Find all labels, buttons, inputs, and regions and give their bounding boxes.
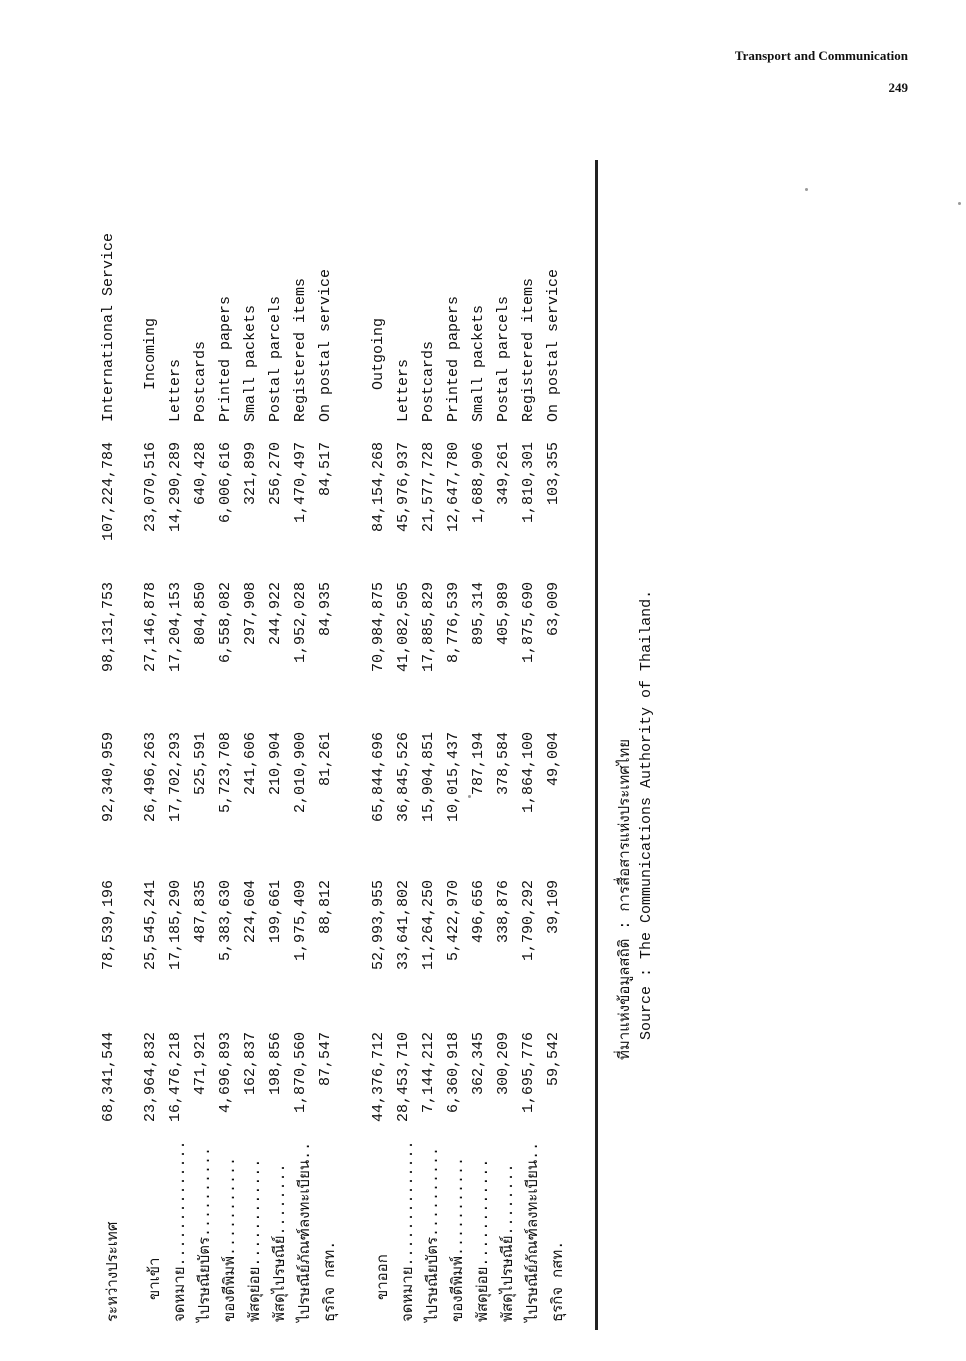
cell: 52,993,955 (370, 880, 387, 971)
cell: 378,584 (495, 732, 512, 796)
scan-speck (468, 795, 471, 798)
table-row (445, 150, 470, 1330)
cell: 14,290,289 (167, 442, 184, 533)
source-footnote (612, 500, 672, 1060)
scan-speck (958, 202, 961, 205)
cell: 6,360,918 (445, 1032, 462, 1114)
scan-speck (805, 188, 808, 191)
row-label-en: International Service (100, 232, 117, 422)
cell: 87,547 (317, 1032, 334, 1087)
table-row (470, 150, 495, 1330)
cell: 70,984,875 (370, 582, 387, 673)
cell: 1,875,690 (520, 582, 537, 664)
table-row (495, 150, 520, 1330)
table-row-total (100, 150, 125, 1330)
cell: 787,194 (470, 732, 487, 796)
row-label-th: พัสดุย่อย............ (475, 1158, 492, 1322)
cell: 1,695,776 (520, 1032, 537, 1114)
cell: 496,656 (470, 880, 487, 944)
cell: 244,922 (267, 582, 284, 646)
cell: 15,904,851 (420, 732, 437, 823)
table-row (395, 150, 420, 1330)
cell: 25,545,241 (142, 880, 159, 971)
cell: 640,428 (192, 442, 209, 506)
row-label-en: Postal parcels (267, 295, 284, 422)
cell: 4,696,893 (217, 1032, 234, 1114)
row-label-en: Registered items (520, 277, 537, 422)
cell: 41,082,505 (395, 582, 412, 673)
row-label-th: จดหมาย.............. (400, 1140, 417, 1322)
cell: 162,837 (242, 1032, 259, 1096)
cell: 33,641,802 (395, 880, 412, 971)
table-row (217, 150, 242, 1330)
row-label-en: Letters (395, 358, 412, 422)
cell: 39,109 (545, 880, 562, 935)
cell: 65,844,696 (370, 732, 387, 823)
row-label-th: พัสดุไปรษณีย์........ (500, 1163, 517, 1322)
cell: 1,790,292 (520, 880, 537, 962)
cell: 2,010,900 (292, 732, 309, 814)
cell: 1,688,906 (470, 442, 487, 524)
cell: 21,577,728 (420, 442, 437, 533)
cell: 6,558,082 (217, 582, 234, 664)
cell: 6,006,616 (217, 442, 234, 524)
table-row-incoming (142, 150, 167, 1330)
table-row (545, 150, 570, 1330)
row-label-en: Printed papers (217, 295, 234, 422)
cell: 63,009 (545, 582, 562, 637)
row-label-en: Small packets (242, 304, 259, 422)
cell: 59,542 (545, 1032, 562, 1087)
cell-total-5: 107,224,784 (100, 442, 117, 542)
cell: 45,976,937 (395, 442, 412, 533)
cell: 471,921 (192, 1032, 209, 1096)
cell: 88,812 (317, 880, 334, 935)
table-row (267, 150, 292, 1330)
cell: 804,850 (192, 582, 209, 646)
cell: 36,845,526 (395, 732, 412, 823)
rotated-table-page (90, 150, 610, 1330)
cell: 300,209 (495, 1032, 512, 1096)
table-row (317, 150, 342, 1330)
table-row (167, 150, 192, 1330)
row-label-th: พัสดุไปรษณีย์........ (272, 1163, 289, 1322)
cell: 28,453,710 (395, 1032, 412, 1123)
cell: 23,070,516 (142, 442, 159, 533)
row-label-th: ไปรษณีย์ภัณฑ์ลงทะเบียน.. (297, 1141, 314, 1322)
row-label-en: Postcards (420, 340, 437, 422)
cell: 12,647,780 (445, 442, 462, 533)
cell: 1,952,028 (292, 582, 309, 664)
cell: 8,776,539 (445, 582, 462, 664)
cell: 84,517 (317, 442, 334, 497)
cell: 256,270 (267, 442, 284, 506)
row-label-th: ของตีพิมพ์........... (450, 1156, 467, 1322)
cell: 84,935 (317, 582, 334, 637)
cell: 103,355 (545, 442, 562, 506)
cell: 27,146,878 (142, 582, 159, 673)
table-row (242, 150, 267, 1330)
row-label-th: จดหมาย.............. (172, 1140, 189, 1322)
row-label-en: Small packets (470, 304, 487, 422)
cell: 1,810,301 (520, 442, 537, 524)
table-row (420, 150, 445, 1330)
cell: 17,885,829 (420, 582, 437, 673)
row-label-en: On postal service (545, 268, 562, 422)
table-row (292, 150, 317, 1330)
row-label-th: ระหว่างประเทศ (105, 1221, 122, 1322)
cell: 5,383,630 (217, 880, 234, 962)
section-heading-en: Incoming (142, 317, 159, 390)
section-heading-th: ขาออก (375, 1254, 392, 1300)
row-label-th: ธุรกิจ กสท. (550, 1240, 567, 1322)
cell: 321,899 (242, 442, 259, 506)
row-label-th: ไปรษณียบัตร.......... (425, 1146, 442, 1322)
cell-total-3: 92,340,959 (100, 732, 117, 823)
row-label-th: ไปรษณียบัตร.......... (197, 1146, 214, 1322)
table-row (192, 150, 217, 1330)
row-label-en: Registered items (292, 277, 309, 422)
cell: 895,314 (470, 582, 487, 646)
cell: 1,470,497 (292, 442, 309, 524)
row-label-th: ธุรกิจ กสท. (322, 1240, 339, 1322)
cell: 241,606 (242, 732, 259, 796)
cell-total-1: 68,341,544 (100, 1032, 117, 1123)
cell: 17,204,153 (167, 582, 184, 673)
row-label-th: ไปรษณีย์ภัณฑ์ลงทะเบียน.. (525, 1141, 542, 1322)
cell: 198,856 (267, 1032, 284, 1096)
section-heading-th: ขาเข้า (147, 1257, 164, 1300)
cell: 5,422,970 (445, 880, 462, 962)
row-label-en: Printed papers (445, 295, 462, 422)
cell: 17,185,290 (167, 880, 184, 971)
row-label-en: On postal service (317, 268, 334, 422)
row-label-en: Letters (167, 358, 184, 422)
cell: 23,964,832 (142, 1032, 159, 1123)
row-label-en: Postcards (192, 340, 209, 422)
source-note-en: Source : The Communications Authority of Thailand. (638, 589, 655, 1040)
table-row (520, 150, 545, 1330)
cell: 487,835 (192, 880, 209, 944)
cell: 1,975,409 (292, 880, 309, 962)
cell: 199,661 (267, 880, 284, 944)
cell-total-4: 98,131,753 (100, 582, 117, 673)
cell: 1,864,100 (520, 732, 537, 814)
running-header-title: Transport and Communication (734, 48, 908, 63)
cell: 1,870,560 (292, 1032, 309, 1114)
cell: 210,904 (267, 732, 284, 796)
cell: 525,591 (192, 732, 209, 796)
cell: 5,723,708 (217, 732, 234, 814)
cell: 7,144,212 (420, 1032, 437, 1114)
cell: 17,702,293 (167, 732, 184, 823)
page-number: 249 (888, 80, 908, 95)
cell: 224,604 (242, 880, 259, 944)
row-label-th: ของตีพิมพ์........... (222, 1156, 239, 1322)
table-bottom-rule (595, 160, 598, 1330)
source-note-th: ที่มาแห่งข้อมูลสถิติ : การสื่อสารแห่งประเทศไทย (617, 738, 634, 1060)
cell: 11,264,250 (420, 880, 437, 971)
row-label-en: Postal parcels (495, 295, 512, 422)
row-label-th: พัสดุย่อย............ (247, 1158, 264, 1322)
cell: 44,376,712 (370, 1032, 387, 1123)
cell: 10,015,437 (445, 732, 462, 823)
cell: 49,004 (545, 732, 562, 787)
cell: 16,476,218 (167, 1032, 184, 1123)
cell: 349,261 (495, 442, 512, 506)
cell: 338,876 (495, 880, 512, 944)
cell: 362,345 (470, 1032, 487, 1096)
cell-total-2: 78,539,196 (100, 880, 117, 971)
table-row-outgoing (370, 150, 395, 1330)
cell: 405,989 (495, 582, 512, 646)
cell: 81,261 (317, 732, 334, 787)
cell: 297,908 (242, 582, 259, 646)
cell: 26,496,263 (142, 732, 159, 823)
cell: 84,154,268 (370, 442, 387, 533)
section-heading-en: Outgoing (370, 317, 387, 390)
